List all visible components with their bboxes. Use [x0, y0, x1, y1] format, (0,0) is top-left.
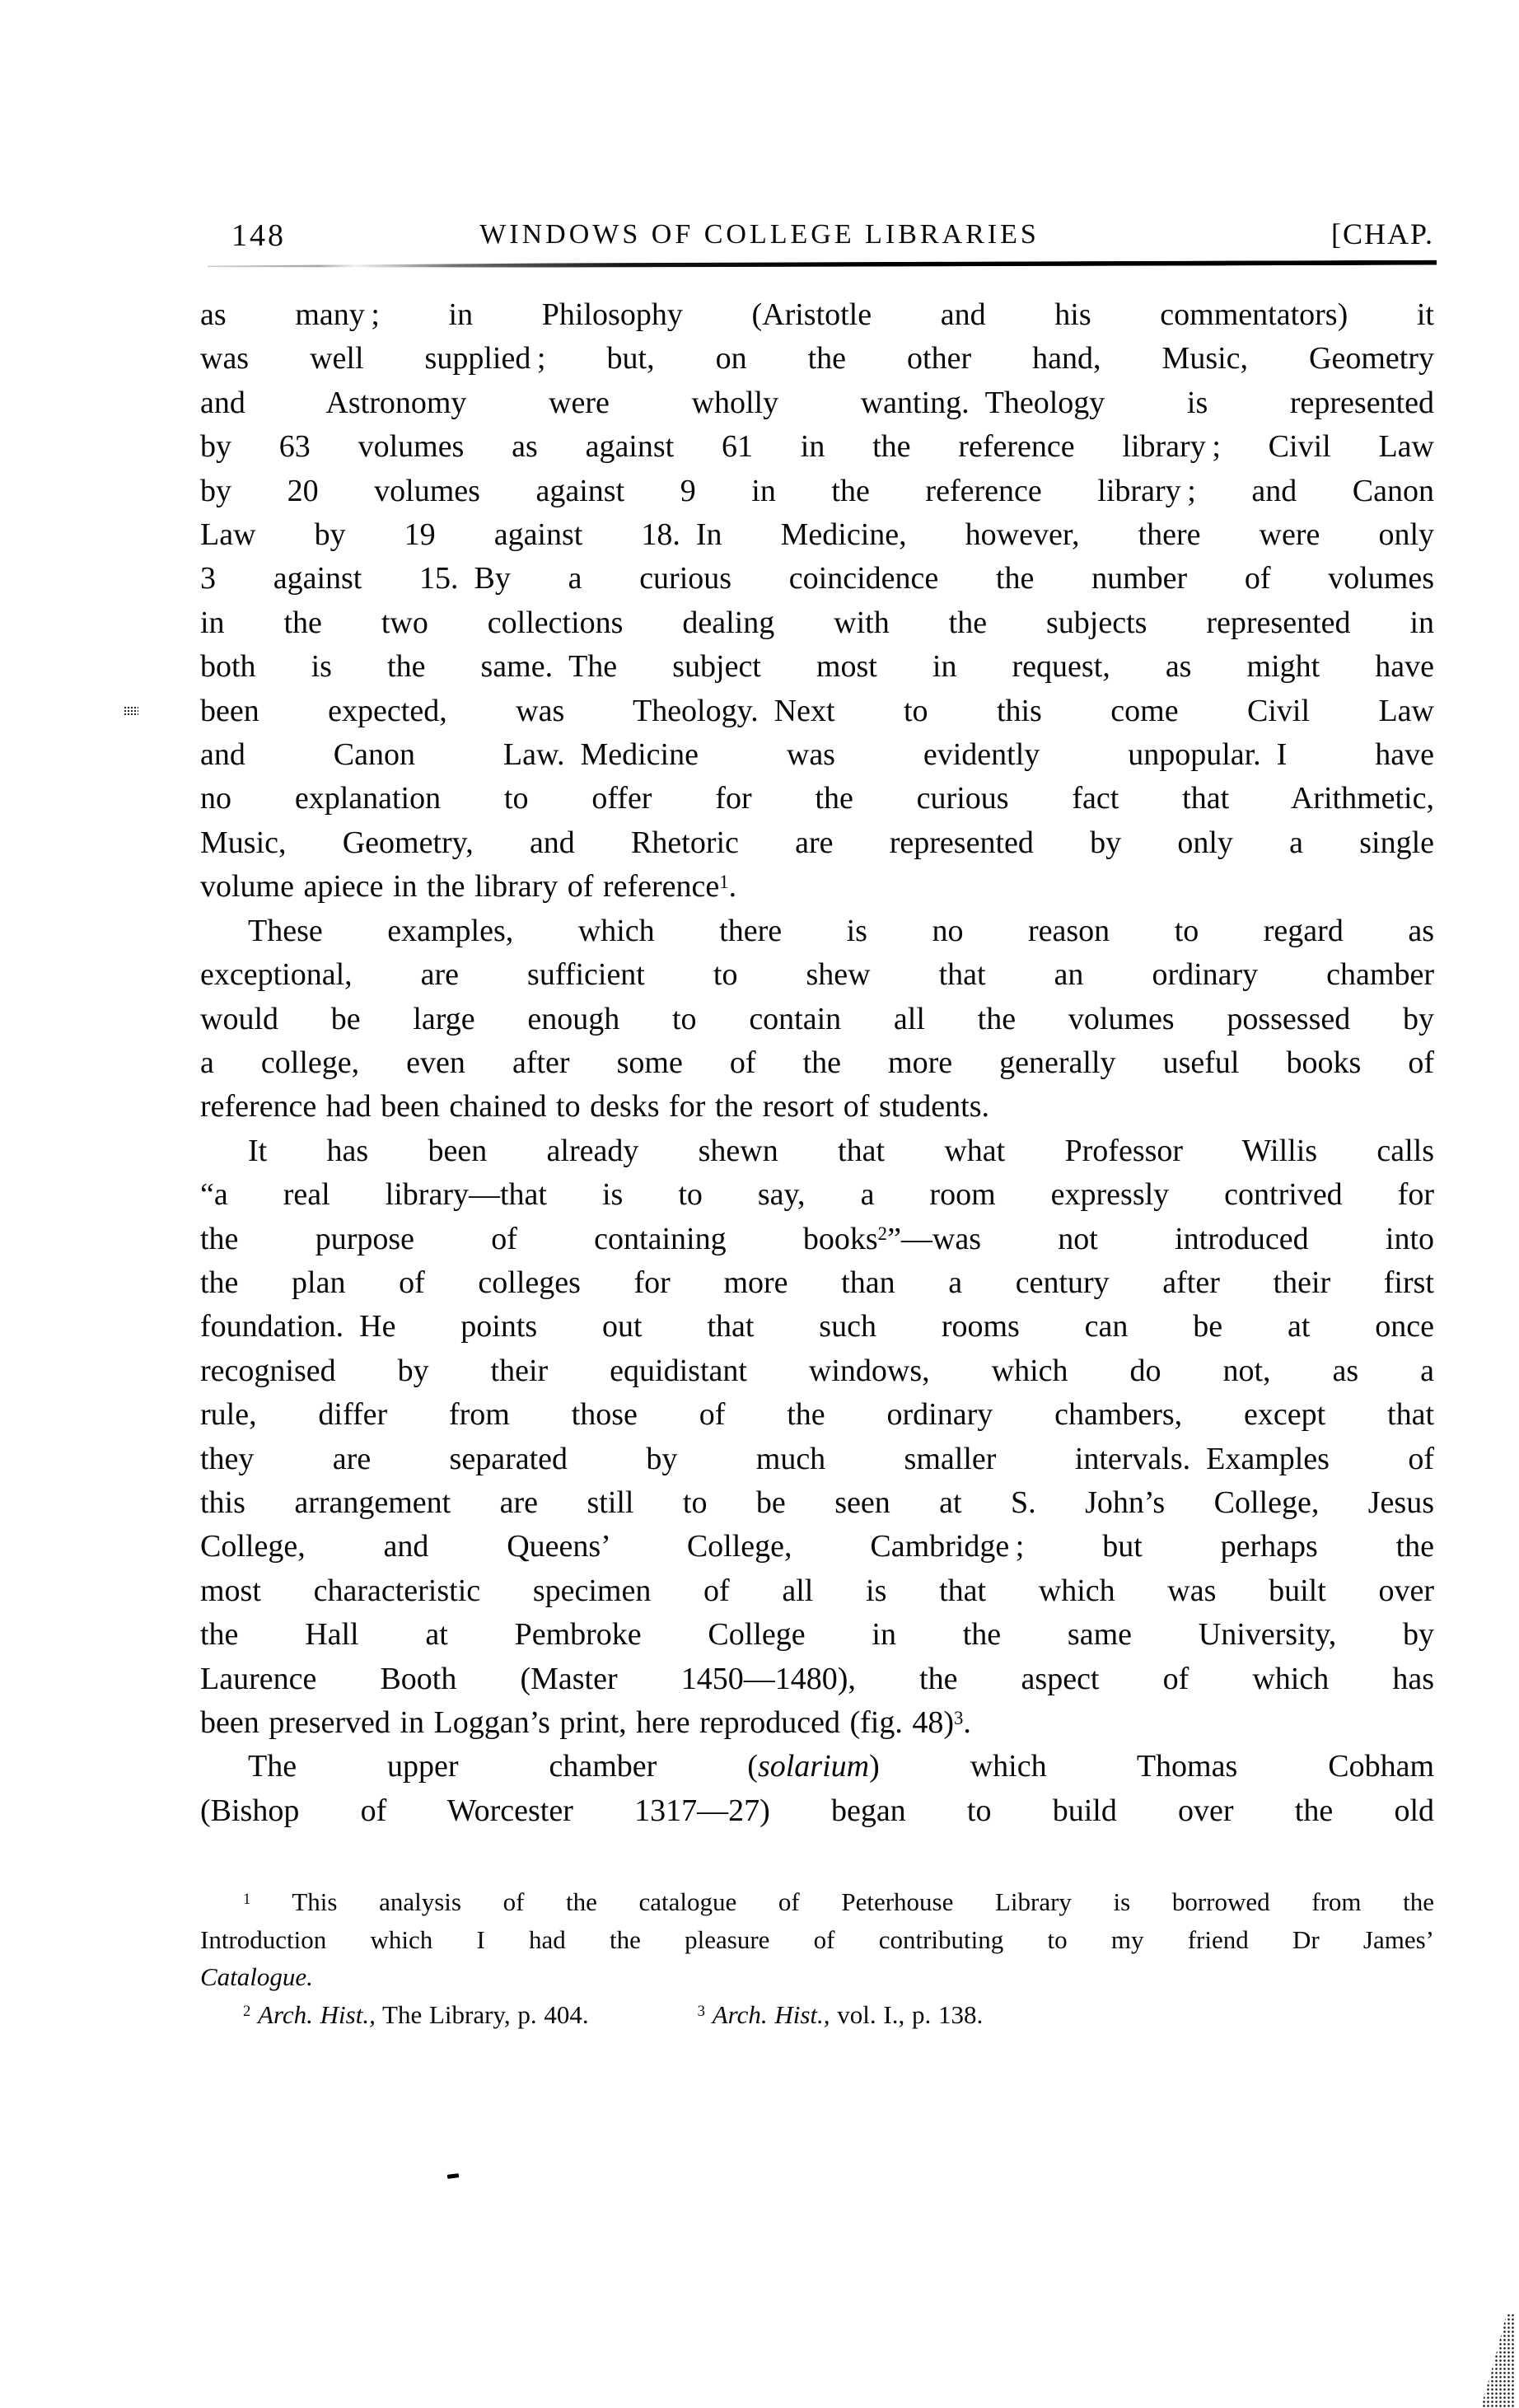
footnotes [200, 1883, 1434, 2033]
body-text [200, 293, 1434, 1833]
text-segment: the purpose of containing books [200, 1221, 878, 1256]
text-segment: most characteristic specimen of all is that which was built over [200, 1573, 1434, 1608]
text-segment: reference had been chained to desks for the resort of students. [200, 1089, 990, 1125]
body-text-line [200, 645, 1434, 689]
ink-dash [447, 2173, 460, 2179]
body-text-line [200, 1438, 1434, 1481]
footnote-ref: 2 [877, 1223, 888, 1245]
text-segment: The Library, p. 404. [375, 1999, 589, 2029]
text-segment: 3 against 15. By a curious coincidence the number of volumes [200, 561, 1434, 596]
text-segment: as many ; in Philosophy (Aristotle and his commentators) it [200, 297, 1434, 332]
text-segment: by 63 volumes as against 61 in the reference library ; Civil Law [200, 429, 1434, 465]
footnote-line [200, 1921, 1434, 1959]
body-text-line [200, 1789, 1434, 1833]
text-segment: by 20 volumes against 9 in the reference library ; and Canon [200, 473, 1434, 508]
text-segment [250, 2000, 258, 2029]
text-segment: It has been already shewn that what Professor Willis calls [248, 1133, 1434, 1168]
text-segment: Introduction which I had the pleasure of contributing to my friend Dr James’ [200, 1924, 1434, 1954]
body-text-line [200, 1745, 1434, 1788]
text-segment: ) which Thomas Cobham [869, 1749, 1434, 1784]
footnote-ref: 3 [697, 2003, 705, 2021]
body-text-line [200, 293, 1434, 337]
body-text-line [200, 733, 1434, 777]
body-text-line [200, 1393, 1434, 1437]
text-segment: the Hall at Pembroke College in the same University, by [200, 1617, 1434, 1653]
ink-speck [124, 706, 138, 715]
body-text-line [200, 1525, 1434, 1569]
text-segment: College, and Queens’ College, Cambridge ; but perhaps the [200, 1529, 1434, 1564]
footnote-line [200, 1958, 1434, 1996]
footnote-line [200, 1996, 1434, 2034]
body-text-line [200, 1085, 1434, 1129]
text-segment: Catalogue. [200, 1962, 313, 1991]
chapter-marker: [CHAP. [1330, 217, 1434, 250]
text-segment: vol. I., p. 138. [830, 1999, 984, 2029]
body-text-line [200, 1041, 1434, 1085]
body-text-line [200, 513, 1434, 557]
text-segment: Laurence Booth (Master 1450—1480), the aspect of which has [200, 1661, 1434, 1696]
text-segment: foundation. He points out that such rooms can be at once [200, 1309, 1434, 1344]
footnote-ref: 3 [954, 1707, 964, 1728]
body-text-line [200, 821, 1434, 865]
text-segment: exceptional, are sufficient to shew that an ordinary chamber [200, 957, 1434, 993]
corner-ink-smudge [1478, 2313, 1514, 2408]
footnote-ref: 1 [243, 1890, 251, 1908]
text-segment: was well supplied ; but, on the other hand, Music, Geometry [200, 341, 1434, 376]
footnote-line [200, 1883, 1434, 1921]
page-number: 148 [231, 218, 286, 253]
text-segment: no explanation to offer for the curious fact that Arithmetic, [200, 781, 1434, 816]
running-header [200, 216, 1434, 255]
body-text-line [200, 557, 1434, 601]
text-segment: (Bishop of Worcester 1317—27) began to build over the old [200, 1793, 1434, 1828]
text-segment [589, 1996, 698, 2034]
text-segment: in the two collections dealing with the subjects represented in [200, 605, 1434, 640]
body-text-line [200, 425, 1434, 469]
body-text-line [200, 1261, 1434, 1305]
body-text-line [200, 998, 1434, 1041]
text-segment: both is the same. The subject most in request, as might have [200, 649, 1434, 685]
text-segment: The upper chamber ( [248, 1749, 758, 1784]
body-text-line [200, 337, 1434, 381]
text-segment: recognised by their equidistant windows, which do not, as a [200, 1353, 1434, 1388]
body-text-line [200, 1613, 1434, 1657]
text-segment [705, 2000, 713, 2029]
text-segment: been expected, was Theology. Next to this come Civil Law [200, 693, 1434, 728]
text-segment: and Canon Law. Medicine was evidently unpopular. I have [200, 737, 1434, 773]
header-rule [208, 260, 1437, 269]
body-text-line [200, 1569, 1434, 1613]
text-segment: volume apiece in the library of reference [200, 869, 720, 905]
text-segment: Arch. Hist., [258, 1999, 376, 2029]
body-text-line [200, 909, 1434, 953]
text-segment: and Astronomy were wholly wanting. Theology is represented [200, 385, 1434, 420]
body-text-line [200, 1658, 1434, 1701]
text-segment: solarium [757, 1749, 870, 1784]
text-segment: Law by 19 against 18. In Medicine, however, there were only [200, 517, 1434, 553]
body-text-line [200, 1481, 1434, 1525]
running-title: WINDOWS OF COLLEGE LIBRARIES [479, 219, 1040, 250]
text-segment: Music, Geometry, and Rhetoric are represented by only a single [200, 825, 1434, 860]
body-text-line [200, 865, 1434, 909]
text-segment: would be large enough to contain all the volumes possessed by [200, 1001, 1434, 1036]
text-segment: ”—was not introduced into [887, 1221, 1434, 1256]
text-segment: . [728, 869, 737, 905]
footnote-ref: 2 [243, 2003, 251, 2021]
text-segment: These examples, which there is no reason to regard as [248, 913, 1434, 948]
footnote-ref: 1 [719, 872, 729, 893]
body-text-line [200, 1349, 1434, 1393]
body-text-line [200, 1129, 1434, 1173]
body-text-line [200, 381, 1434, 425]
text-segment: “a real library—that is to say, a room expressly contrived for [200, 1177, 1434, 1213]
body-text-line [200, 1218, 1434, 1261]
text-segment: . [963, 1705, 971, 1740]
text-segment: rule, differ from those of the ordinary chambers, except that [200, 1397, 1434, 1433]
body-text-line [200, 953, 1434, 997]
body-text-line [200, 1305, 1434, 1349]
body-text-line [200, 1701, 1434, 1745]
body-text-line [200, 470, 1434, 513]
text-segment: a college, even after some of the more generally useful books of [200, 1045, 1434, 1080]
text-segment: this arrangement are still to be seen at S. John’s College, Jesus [200, 1485, 1434, 1520]
text-segment: the plan of colleges for more than a century after their first [200, 1265, 1434, 1300]
body-text-line [200, 601, 1434, 645]
text-segment: Arch. Hist., [712, 1999, 830, 2029]
body-text-line [200, 777, 1434, 821]
text-segment: This analysis of the catalogue of Peterhouse Library is borrowed from the [250, 1887, 1434, 1916]
text-segment: been preserved in Loggan’s print, here reproduced (fig. 48) [200, 1705, 954, 1740]
body-text-line [200, 690, 1434, 733]
text-segment: they are separated by much smaller intervals. Examples of [200, 1441, 1434, 1476]
body-text-line [200, 1173, 1434, 1217]
